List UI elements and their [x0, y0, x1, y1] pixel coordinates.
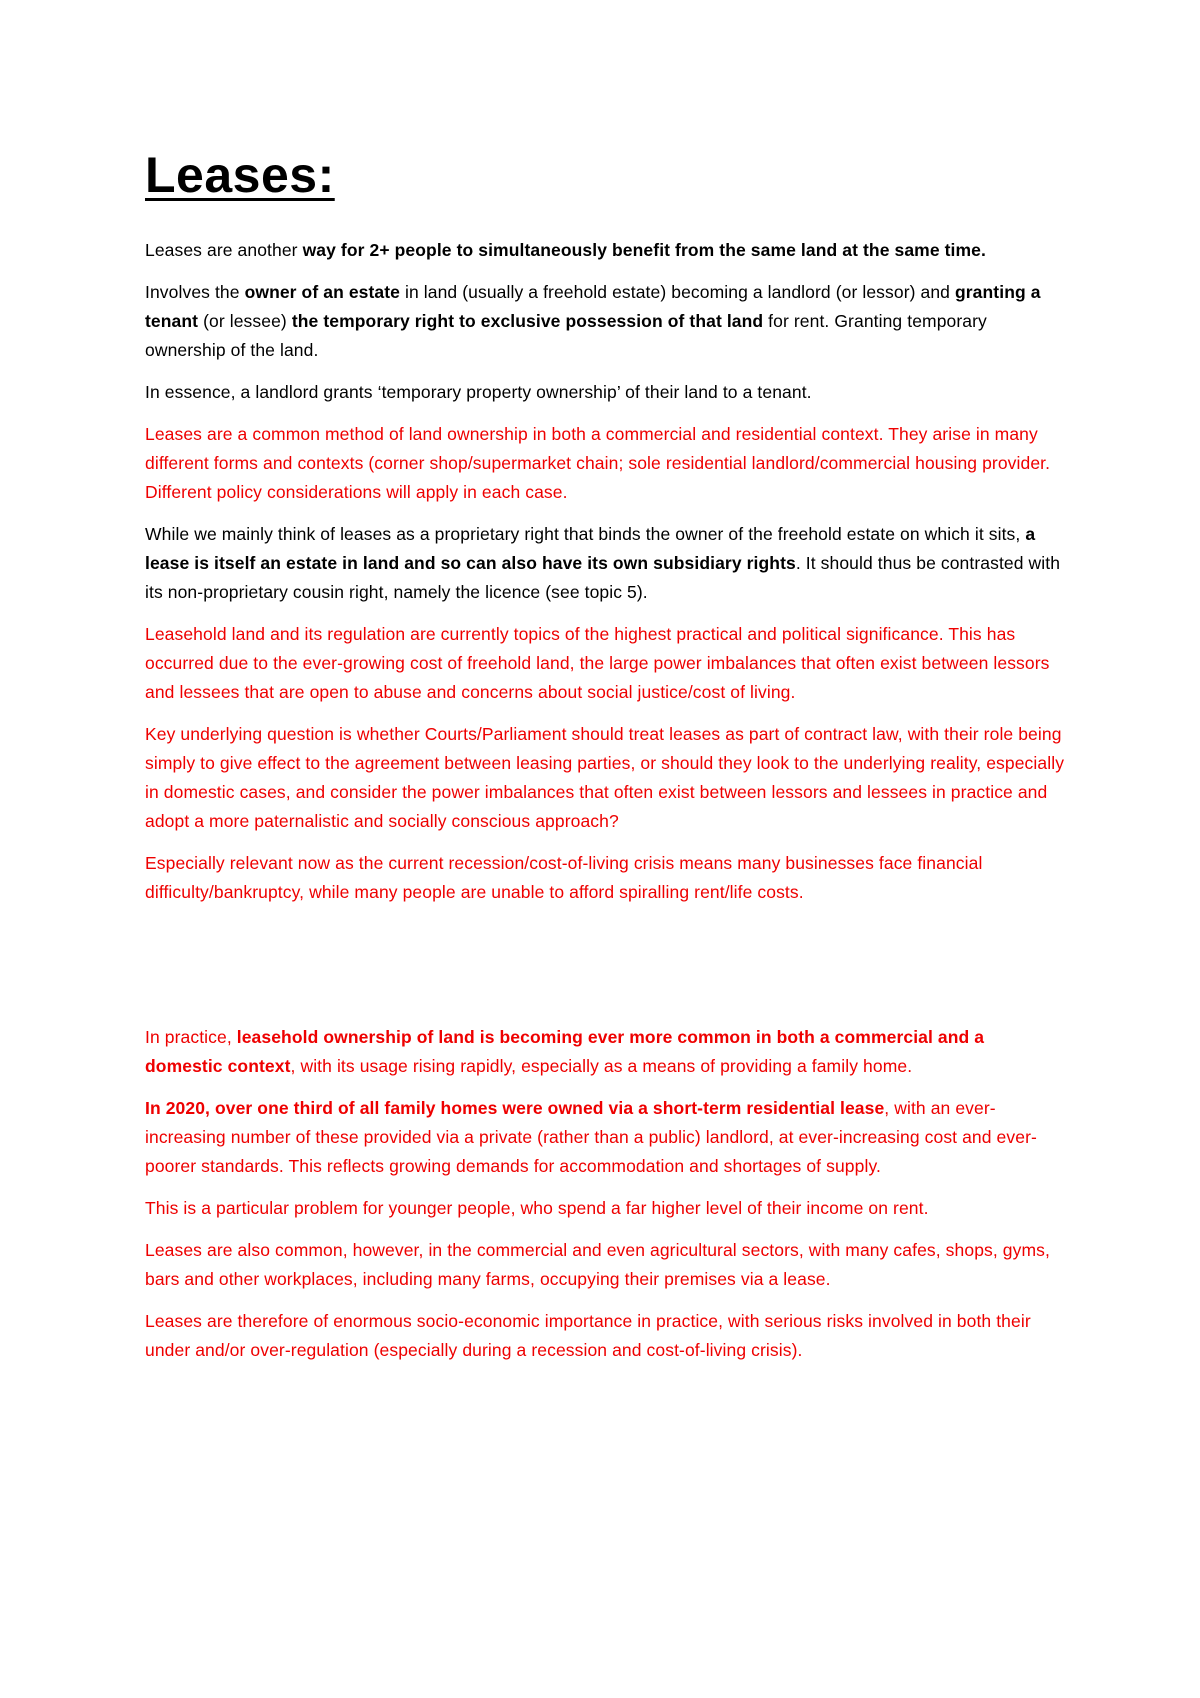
proprietary-bold: a lease is itself an estate in land and so can also have its own subsidiary rights: [145, 524, 1036, 573]
in-2020-text: , with an ever-increasing number of these provided via a private (rather than a public) landlord, at ever-increasing cost and ever-poorer standards. This reflects growing demands for accommodation and shortages of supply.: [145, 1098, 1037, 1176]
paragraph-gap: [145, 920, 1065, 1023]
proprietary-text-1: While we mainly think of leases as a proprietary right that binds the owner of the freehold estate on which it sits,: [145, 524, 1026, 544]
common-method-paragraph: Leases are a common method of land ownership in both a commercial and residential context. They arise in many different forms and contexts (corner shop/supermarket chain; sole residential landlord/commercial housing provider. Different policy considerations will apply in each case.: [145, 424, 1051, 502]
leasehold-significance-paragraph: Leasehold land and its regulation are currently topics of the highest practical and political significance. This has occurred due to the ever-growing cost of freehold land, the large power imbalances that often exist between lessors and lessees that are open to abuse and concerns about social justice/cost of living.: [145, 624, 1050, 702]
essence-paragraph: In essence, a landlord grants ‘temporary property ownership’ of their land to a tenant.: [145, 382, 812, 402]
proprietary-paragraph: [145, 520, 1065, 607]
involves-bold-2: granting a tenant: [145, 282, 1041, 331]
involves-text-1: Involves the: [145, 282, 245, 302]
socio-economic-paragraph: Leases are therefore of enormous socio-economic importance in practice, with serious risks involved in both their under and/or over-regulation (especially during a recession and cost-of-living crisis).: [145, 1311, 1031, 1360]
commercial-agricultural-paragraph: Leases are also common, however, in the commercial and even agricultural sectors, with many cafes, shops, gyms, bars and other workplaces, including many farms, occupying their premises via a lease.: [145, 1240, 1050, 1289]
document-title: Leases:: [145, 147, 335, 203]
involves-bold-1: owner of an estate: [244, 282, 401, 302]
proprietary-text-2: . It should thus be contrasted with its non-proprietary cousin right, namely the licence (see topic 5).: [145, 553, 1061, 602]
key-question-paragraph: Key underlying question is whether Courts/Parliament should treat leases as part of contract law, with their role being simply to give effect to the agreement between leasing parties, or should they look to the underlying reality, especially in domestic cases, and consider the power imbalances that often exist between lessors and lessees in practice and adopt a more paternalistic and socially conscious approach?: [145, 724, 1065, 831]
involves-text-3: (or lessee): [198, 311, 292, 331]
document-body: [145, 236, 1065, 1378]
in-practice-text-2: , with its usage rising rapidly, especially as a means of providing a family home.: [290, 1056, 913, 1076]
involves-paragraph: [145, 278, 1065, 365]
in-2020-paragraph: [145, 1094, 1065, 1181]
especially-relevant-paragraph: Especially relevant now as the current recession/cost-of-living crisis means many businesses face financial difficulty/bankruptcy, while many people are unable to afford spiralling rent/life costs.: [145, 853, 983, 902]
in-practice-bold: leasehold ownership of land is becoming ever more common in both a commercial and a domestic context: [145, 1027, 985, 1076]
intro-paragraph: [145, 236, 1065, 265]
intro-bold: way for 2+ people to simultaneously benefit from the same land at the same time.: [302, 240, 986, 260]
involves-text-4: for rent. Granting temporary ownership of the land.: [145, 311, 987, 360]
involves-text-2: in land (usually a freehold estate) becoming a landlord (or lessor) and: [400, 282, 955, 302]
involves-bold-3: the temporary right to exclusive possession of that land: [291, 311, 764, 331]
in-practice-paragraph: [145, 1023, 1065, 1081]
in-practice-text-1: In practice,: [145, 1027, 237, 1047]
younger-people-paragraph: This is a particular problem for younger people, who spend a far higher level of their income on rent.: [145, 1198, 929, 1218]
intro-text: Leases are another: [145, 240, 303, 260]
in-2020-bold: In 2020, over one third of all family homes were owned via a short-term residential lease: [145, 1098, 885, 1118]
